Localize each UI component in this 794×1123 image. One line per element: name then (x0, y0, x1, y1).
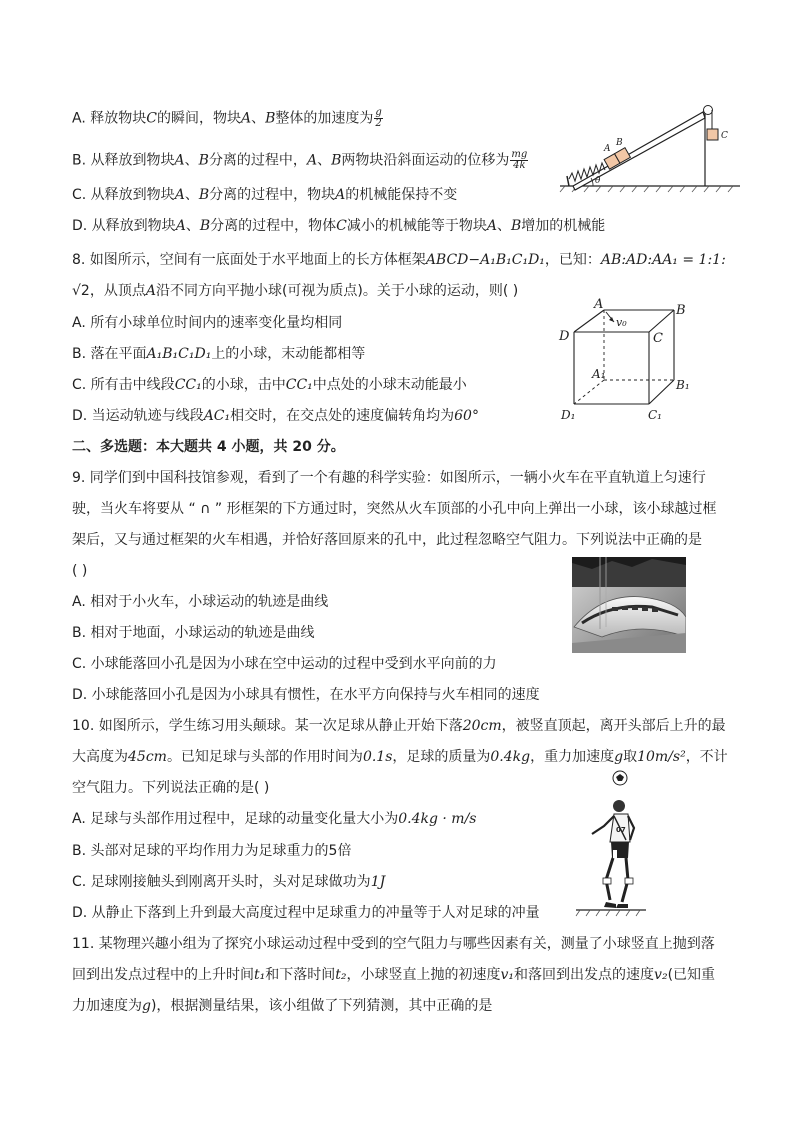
label-vertex-c1: C₁ (648, 408, 662, 422)
label-vertex-b: B (676, 303, 686, 318)
q9-stem-line3: 架后，又与通过框架的火车相遇，并恰好落回原来的孔中，此过程忽略空气阻力。下列说法中正确的是 (72, 532, 702, 548)
q7-option-c: C. 从释放到物块A、B分离的过程中，物块A的机械能保持不变 (72, 187, 458, 203)
train-photo (572, 557, 686, 653)
q7-option-a: A. 释放物块C的瞬间，物块A、B整体的加速度为 $\frac{g}{2}$ (72, 107, 382, 129)
fraction-mg-over-4k: $\frac{mg}{4k}$ (511, 149, 528, 171)
incline-figure (555, 98, 755, 198)
q10-stem-line2: 大高度为45cm。已知足球与头部的作用时间为0.1s，足球的质量为0.4kg，重力加速度g取10m/s²，不计 (72, 749, 728, 765)
label-vertex-d1: D₁ (561, 408, 576, 422)
q10-option-c: C. 足球刚接触头到刚离开头时，头对足球做功为1J (72, 874, 386, 890)
q11-stem-line3: 力加速度为g)，根据测量结果，该小组做了下列猜测，其中正确的是 (72, 998, 493, 1014)
cuboid-figure (556, 292, 696, 427)
jersey-number: 07 (616, 826, 626, 834)
q11-stem-line1: 11. 某物理兴趣小组为了探究小球运动过程中受到的空气阻力与哪些因素有关，测量了小球竖直上抛到落 (72, 936, 715, 952)
label-vertex-b1: B₁ (676, 378, 690, 392)
q8-option-c: C. 所有击中线段CC₁的小球，击中CC₁中点处的小球末动能最小 (72, 377, 467, 393)
q10-stem-line1: 10. 如图所示，学生练习用头颠球。某一次足球从静止开始下落20cm，被竖直顶起，离开头部后上升的最 (72, 718, 726, 734)
label-vertex-a1: A₁ (592, 367, 606, 381)
label-theta: θ (595, 176, 601, 186)
q8-option-d: D. 当运动轨迹与线段AC₁相交时，在交点处的速度偏转角均为60° (72, 408, 479, 424)
label-v0: v₀ (616, 316, 627, 329)
q10-option-a: A. 足球与头部作用过程中，足球的动量变化量大小为0.4kg · m/s (72, 811, 477, 827)
q8-option-a: A. 所有小球单位时间内的速率变化量均相同 (72, 315, 343, 331)
section-heading-multi-choice: 二、多选题：本大题共 4 小题，共 20 分。 (72, 439, 345, 455)
q8-stem-line1: 8. 如图所示，空间有一底面处于水平地面上的长方体框架ABCD−A₁B₁C₁D₁，已知：AB:AD:AA₁ = 1:1: (72, 252, 726, 268)
label-vertex-d: D (559, 329, 570, 344)
q8-option-b: B. 落在平面A₁B₁C₁D₁上的小球，末动能都相等 (72, 346, 366, 362)
q8-stem-line2: √2，从顶点A沿不同方向平抛小球(可视为质点)。关于小球的运动，则( ) (72, 283, 519, 299)
q10-option-d: D. 从静止下落到上升到最大高度过程中足球重力的冲量等于人对足球的冲量 (72, 905, 540, 921)
q9-stem-line2: 驶，当火车将要从 “ ∩ ” 形框架的下方通过时，突然从火车顶部的小孔中向上弹出一小球，该小球越过框 (72, 501, 717, 517)
q9-option-c: C. 小球能落回小孔是因为小球在空中运动的过程中受到水平向前的力 (72, 656, 497, 672)
label-block-b: B (616, 138, 623, 148)
q10-stem-line3: 空气阻力。下列说法正确的是( ) (72, 780, 270, 796)
q9-stem-line4: ( ) (72, 563, 88, 579)
q9-stem-line1: 9. 同学们到中国科技馆参观，看到了一个有趣的科学实验：如图所示，一辆小火车在平直轨道上匀速行 (72, 470, 706, 486)
label-block-c: C (721, 131, 728, 141)
label-block-a: A (604, 144, 611, 154)
q7-option-d: D. 从释放到物块A、B分离的过程中，物体C减小的机械能等于物块A、B增加的机械能 (72, 218, 606, 234)
q9-option-a: A. 相对于小火车，小球运动的轨迹是曲线 (72, 594, 329, 610)
label-vertex-c: C (653, 331, 663, 346)
q9-option-d: D. 小球能落回小孔是因为小球具有惯性，在水平方向保持与火车相同的速度 (72, 687, 540, 703)
q11-stem-line2: 回到出发点过程中的上升时间t₁和下落时间t₂，小球竖直上抛的初速度v₁和落回到出发点的速度v₂(已知重 (72, 967, 716, 983)
label-vertex-a: A (594, 297, 604, 312)
q7-option-b: B. 从释放到物块A、B分离的过程中，A、B两物块沿斜面运动的位移为 $\frac{mg}{4k}$ (72, 149, 528, 171)
q10-option-b: B. 头部对足球的平均作用力为足球重力的5倍 (72, 843, 352, 859)
fraction-g-over-2: $\frac{g}{2}$ (375, 107, 382, 129)
heading-ball-figure (570, 768, 650, 920)
q9-option-b: B. 相对于地面，小球运动的轨迹是曲线 (72, 625, 315, 641)
